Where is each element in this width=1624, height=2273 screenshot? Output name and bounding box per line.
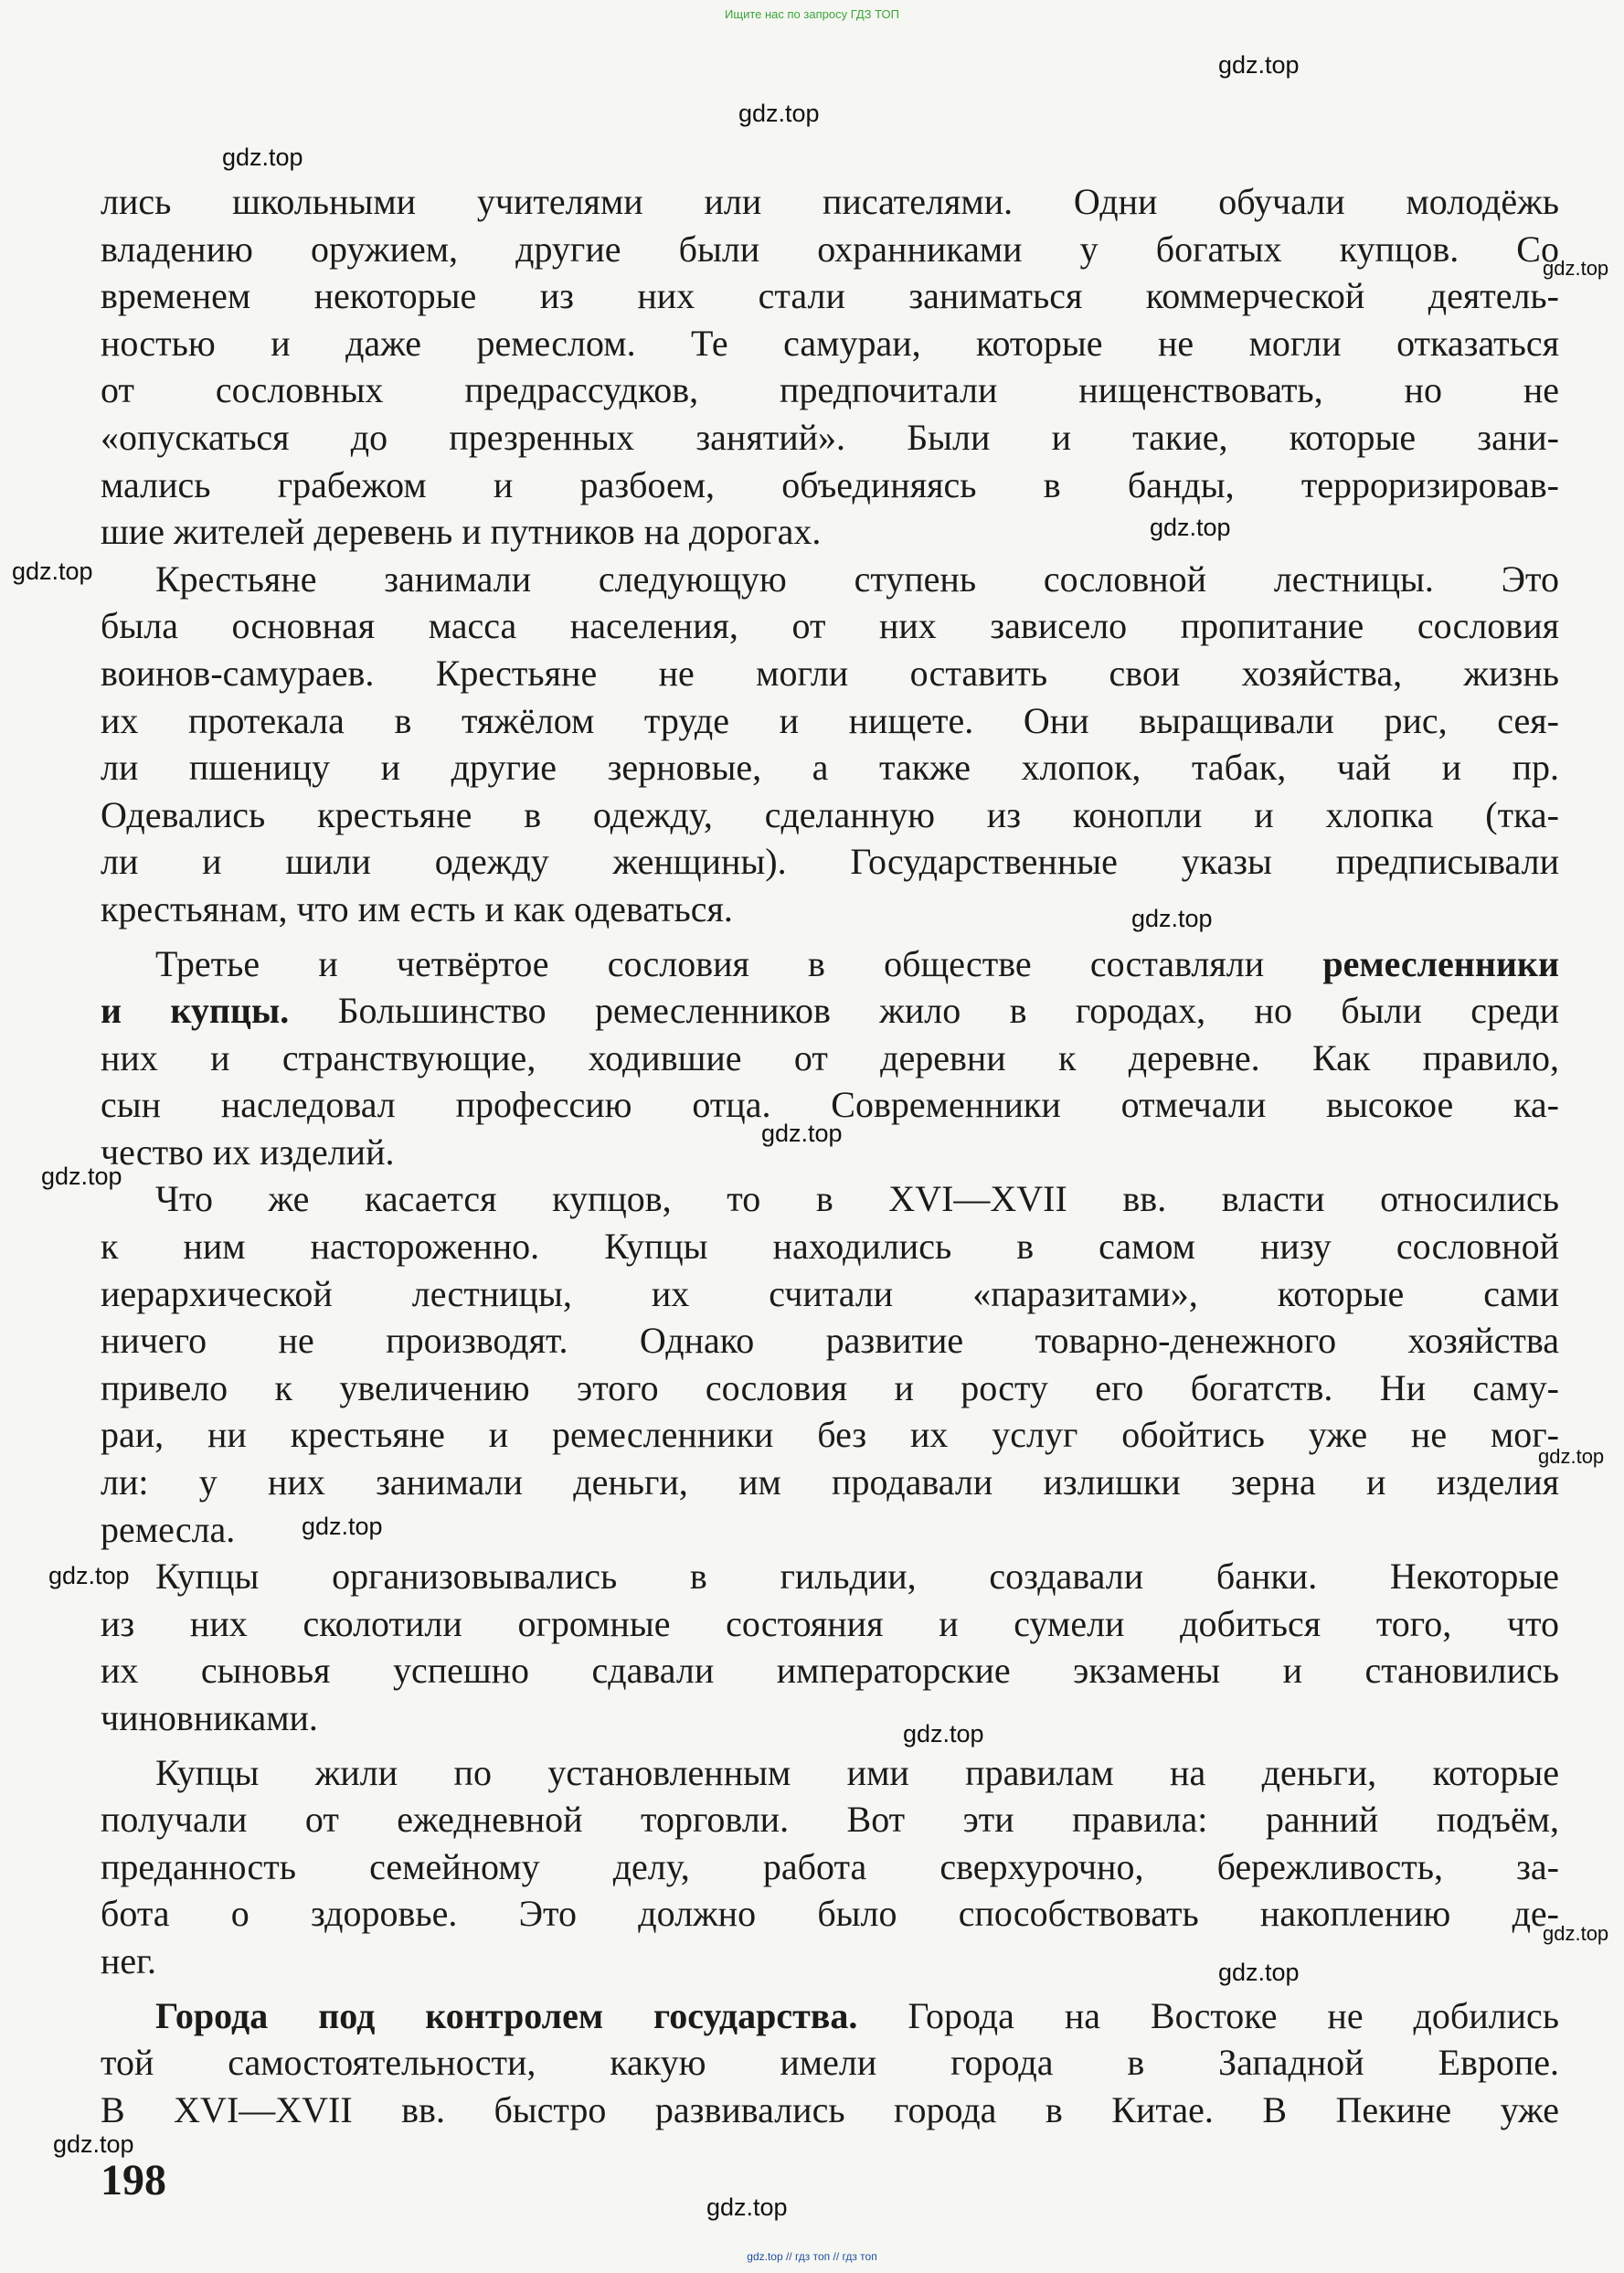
text-line	[101, 940, 1559, 988]
text-line: владению оружием, другие были охранниками у богатых купцов. Со	[101, 228, 1559, 270]
watermark: gdz.top	[222, 143, 303, 171]
paragraph	[101, 178, 1559, 556]
watermark: gdz.top	[1543, 1922, 1609, 1945]
text-line: ностью и даже ремеслом. Те самураи, которые не могли отказаться	[101, 322, 1559, 364]
paragraph-gap	[101, 933, 1559, 940]
section-heading: Города под контролем государства.	[155, 1994, 858, 2036]
text-line: ли: у них занимали деньги, им продавали излишки зерна и изделия	[101, 1461, 1559, 1503]
text-line: них и странствующие, ходившие от деревни к деревне. Как правило,	[101, 1036, 1559, 1078]
text-line: временем некоторые из них стали заниматься коммерческой деятель-	[101, 275, 1559, 317]
text-line: В XVI—XVII вв. быстро развивались города в Китае. В Пекине уже	[101, 2088, 1559, 2130]
paragraph	[101, 940, 1559, 1176]
text-line: ничего не производят. Однако развитие товарно-денежного хозяйства	[101, 1320, 1559, 1362]
watermark: gdz.top	[48, 1562, 130, 1589]
text-line: чиновниками.	[101, 1697, 318, 1738]
text-line: была основная масса населения, от них зависело пропитание сословия	[101, 605, 1559, 647]
watermark: gdz.top	[738, 100, 820, 127]
text-line	[101, 987, 1559, 1035]
term-craftsmen: ремесленники	[1322, 942, 1559, 984]
text-line: ли и шили одежду женщины). Государственные указы предписывали	[101, 841, 1559, 883]
text-line: получали от ежедневной торговли. Вот эти правила: ранний подъём,	[101, 1799, 1559, 1841]
watermark: gdz.top	[1131, 905, 1213, 932]
text-run: Большинство ремесленников жило в городах, но были среди	[289, 990, 1559, 1032]
watermark: gdz.top	[302, 1513, 383, 1540]
text-line: сын наследовал профессию отца. Современники отмечали высокое ка-	[101, 1084, 1559, 1126]
watermark: gdz.top	[1543, 257, 1609, 280]
page-text	[101, 178, 1559, 2133]
text-line: Крестьяне занимали следующую ступень сословной лестницы. Это	[155, 558, 1559, 600]
text-line: привело к увеличению этого сословия и росту его богатств. Ни саму-	[101, 1366, 1559, 1408]
paragraph	[101, 556, 1559, 933]
text-line: их сыновья успешно сдавали императорские экзамены и становились	[101, 1650, 1559, 1692]
text-line: Одевались крестьяне в одежду, сделанную из конопли и хлопка (тка-	[101, 793, 1559, 835]
paragraph	[101, 1175, 1559, 1553]
text-line: их протекала в тяжёлом труде и нищете. Они выращивали рис, сея-	[101, 699, 1559, 741]
text-line: Купцы жили по установленным ими правилам на деньги, которые	[155, 1751, 1559, 1793]
watermark: gdz.top	[761, 1120, 843, 1147]
text-line: ремесла.	[101, 1508, 236, 1550]
page-number: 198	[101, 2156, 166, 2204]
watermark: gdz.top	[903, 1720, 984, 1747]
text-line: чество их изделий.	[101, 1131, 395, 1173]
text-line: мались грабежом и разбоем, объединяясь в банды, терроризировав-	[101, 463, 1559, 505]
paragraph	[101, 1553, 1559, 1741]
paragraph	[101, 1992, 1559, 2134]
text-line: воинов-самураев. Крестьяне не могли оставить свои хозяйства, жизнь	[101, 652, 1559, 694]
watermark: gdz.top	[12, 558, 93, 585]
text-line: той самостоятельности, какую имели города в Западной Европе.	[101, 2042, 1559, 2084]
text-run: Города на Востоке не добились	[857, 1994, 1559, 2036]
text-line: от сословных предрассудков, предпочитали нищенствовать, но не	[101, 369, 1559, 411]
text-line: бота о здоровье. Это должно было способствовать накоплению де-	[101, 1893, 1559, 1935]
paragraph	[101, 1749, 1559, 1985]
text-line: шие жителей деревень и путников на дорогах.	[101, 511, 822, 553]
watermark: gdz.top	[53, 2130, 134, 2158]
text-line: из них сколотили огромные состояния и сумели добиться того, что	[101, 1602, 1559, 1644]
text-line: ли пшеницу и другие зерновые, а также хлопок, табак, чай и пр.	[101, 747, 1559, 789]
top-banner: Ищите нас по запросу ГДЗ ТОП	[725, 7, 899, 21]
bottom-banner: gdz.top // гдз топ // гдз топ	[747, 2250, 877, 2263]
watermark: gdz.top	[1218, 1959, 1300, 1986]
text-line: Купцы организовывались в гильдии, создавали банки. Некоторые	[155, 1556, 1559, 1598]
watermark: gdz.top	[41, 1163, 122, 1190]
text-line: крестьянам, что им есть и как одеваться.	[101, 887, 733, 929]
text-run: Третье и четвёртое сословия в обществе составляли	[155, 942, 1323, 984]
watermark: gdz.top	[1150, 514, 1231, 541]
text-line: иерархической лестницы, их считали «паразитами», которые сами	[101, 1272, 1559, 1314]
text-line: «опускаться до презренных занятий». Были и такие, которые зани-	[101, 416, 1559, 458]
text-line: лись школьными учителями или писателями. Одни обучали молодёжь	[101, 181, 1559, 222]
term-merchants: и купцы.	[101, 990, 290, 1032]
text-line	[101, 1992, 1559, 2040]
watermark: gdz.top	[1218, 51, 1300, 79]
paragraph-gap	[101, 1742, 1559, 1749]
text-line: раи, ни крестьяне и ремесленники без их услуг обойтись уже не мог-	[101, 1414, 1559, 1456]
text-line: преданность семейному делу, работа сверхурочно, бережливость, за-	[101, 1845, 1559, 1887]
text-line: к ним настороженно. Купцы находились в самом низу сословной	[101, 1226, 1559, 1268]
text-line: Что же касается купцов, то в XVI—XVII вв. власти относились	[155, 1178, 1559, 1220]
text-line: нег.	[101, 1939, 157, 1981]
paragraph-gap	[101, 1985, 1559, 1992]
watermark: gdz.top	[706, 2193, 788, 2221]
watermark: gdz.top	[1538, 1445, 1605, 1468]
